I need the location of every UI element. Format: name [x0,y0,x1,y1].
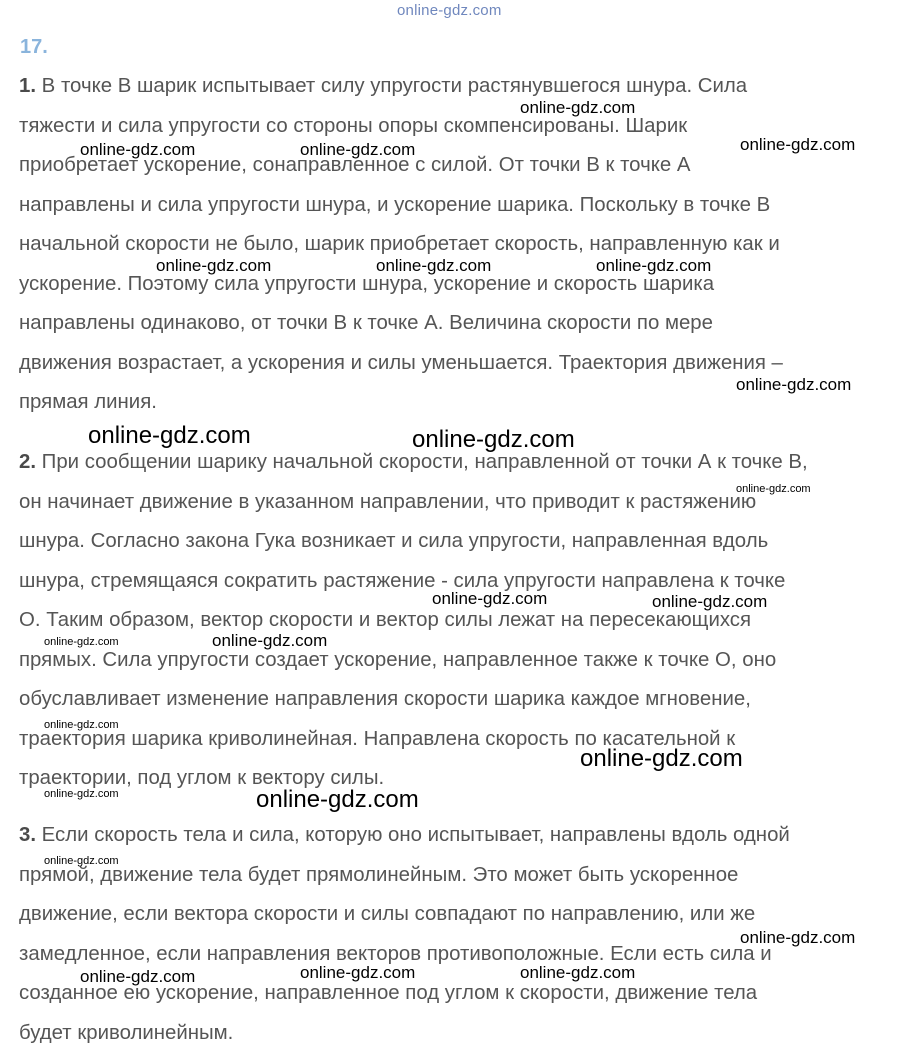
paragraph-line: траектории, под углом к вектору силы. [19,767,385,789]
paragraph-line: направлены и сила упругости шнура, и ускорение шарика. Поскольку в точке В [19,193,771,216]
paragraph-line: будет криволинейным. [19,1021,234,1044]
watermark: online-gdz.com [412,426,575,453]
watermark: online-gdz.com [520,98,636,117]
paragraph-line: тяжести и сила упругости со стороны опоры скомпенсированы. Шарик [19,114,688,137]
watermark: online-gdz.com [580,745,743,772]
paragraph-line: обуславливает изменение направления скорости шарика каждое мгновение, [19,688,751,710]
watermark: online-gdz.com [44,855,119,867]
watermark: online-gdz.com [736,375,852,394]
item-number: 3. [19,824,37,846]
watermark: online-gdz.com [256,786,419,813]
paragraph-line: приобретает ускорение, сонаправленное с силой. От точки В к точке А [19,154,691,176]
watermark: online-gdz.com [80,967,196,986]
watermark: online-gdz.com [376,256,492,275]
watermark: online-gdz.com [736,483,811,495]
watermark: online-gdz.com [44,788,119,800]
watermark: online-gdz.com [44,636,119,648]
paragraph-line: О. Таким образом, вектор скорости и вектор силы лежат на пересекающихся [19,609,752,631]
paragraph-line: ускорение. Поэтому сила упругости шнура, ускорение и скорость шарика [19,272,715,295]
answer-paragraph-1 [19,67,909,423]
paragraph-line: прямая линия. [19,391,157,413]
paragraph-line: 2. При сообщении шарику начальной скорости, направленной от точки А к точке В, [19,451,808,473]
item-number: 2. [19,451,37,473]
watermark: online-gdz.com [300,963,416,982]
paragraph-line: шнура. Согласно закона Гука возникает и сила упругости, направленная вдоль [19,530,769,552]
site-watermark-header: online-gdz.com [397,2,502,19]
paragraph-line: прямых. Сила упругости создает ускорение, направленное также к точке О, оно [19,648,777,671]
item-number: 1. [19,75,37,97]
watermark: online-gdz.com [300,140,416,159]
watermark: online-gdz.com [520,963,636,982]
paragraph-line: шнура, стремящаяся сократить растяжение - сила упругости направлена к точке [19,569,786,592]
paragraph-line: траектория шарика криволинейная. Направлена скорость по касательной к [19,727,736,750]
watermark: online-gdz.com [156,256,272,275]
paragraph-line: начальной скорости не было, шарик приобретает скорость, направленную как и [19,233,780,255]
paragraph-line: 1. В точке В шарик испытывает силу упругости растянувшегося шнура. Сила [19,75,748,97]
paragraph-line: 3. Если скорость тела и сила, которую оно испытывает, направлены вдоль одной [19,824,790,846]
paragraph-line: направлены одинаково, от точки В к точке А. Величина скорости по мере [19,312,713,334]
paragraph-line: прямой, движение тела будет прямолинейным. Это может быть ускоренное [19,863,739,886]
watermark: online-gdz.com [740,928,856,947]
watermark: online-gdz.com [80,140,196,159]
watermark: online-gdz.com [88,422,251,449]
watermark: online-gdz.com [44,719,119,731]
watermark: online-gdz.com [652,592,768,611]
watermark: online-gdz.com [212,631,328,650]
answer-paragraph-2 [19,443,909,799]
watermark: online-gdz.com [596,256,712,275]
task-number: 17. [20,36,48,58]
paragraph-line: он начинает движение в указанном направлении, что приводит к растяжению [19,490,757,513]
paragraph-line: движения возрастает, а ускорения и силы уменьшается. Траектория движения – [19,351,783,374]
paragraph-line: созданное ею ускорение, направленное под углом к скорости, движение тела [19,982,758,1004]
paragraph-line: движение, если вектора скорости и силы совпадают по направлению, или же [19,903,756,925]
watermark: online-gdz.com [740,135,856,154]
watermark: online-gdz.com [432,589,548,608]
paragraph-line: замедленное, если направления векторов противоположные. Если есть сила и [19,942,772,965]
